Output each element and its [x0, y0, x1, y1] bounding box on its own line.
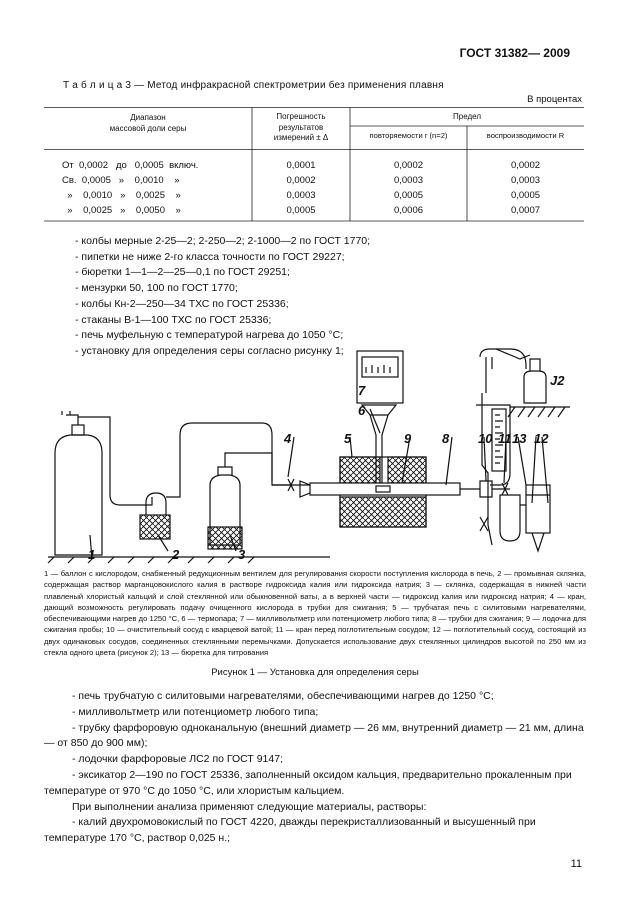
list-item: - милливольтметр или потенциометр любого типа; [72, 705, 319, 718]
figure-label-9: 9 [404, 431, 412, 446]
figure-label-4: 4 [284, 431, 292, 446]
figure-label-6: 6 [358, 403, 366, 418]
figure-label-11: 11 [498, 431, 512, 446]
table-cell-error: 0,0001 [286, 160, 316, 171]
list-item: - колбы мерные 2-25—2; 2-250—2; 2-1000—2 по ГОСТ 1770; [75, 235, 371, 247]
page-number: 11 [570, 858, 582, 870]
wash-flask [140, 515, 170, 539]
figure-label-2: 2 [172, 547, 180, 562]
absorber [526, 485, 550, 533]
list-item: - пипетки не ниже 2-го класса точности по ГОСТ 29227; [75, 250, 345, 263]
table-cell-range: » 0,0025 » 0,0050 » [62, 205, 181, 216]
figure-label-1: 1 [88, 547, 96, 562]
table-cell-error: 0,0005 [286, 205, 316, 216]
table-cell-error: 0,0002 [286, 175, 316, 186]
table-cell-range: Св. 0,0005 » 0,0010 » [62, 175, 180, 186]
table-cell-R: 0,0002 [510, 160, 541, 171]
figure-label-12: 12 [534, 431, 549, 446]
figure-label-5: 5 [344, 431, 352, 446]
figure-label-8: 8 [442, 431, 450, 446]
table-cell-R: 0,0007 [510, 205, 541, 216]
hdr-repeat: повторяемости r (n=2) [369, 131, 448, 140]
oxygen-cylinder [55, 435, 102, 555]
table-cell-r: 0,0003 [393, 175, 424, 186]
table-cell-R: 0,0003 [510, 175, 541, 186]
figure-legend: 1 — баллон с кислородом, снабженный редукционным вентилем для регулирования скорости поступления кислорода в печь, 2 — промывная склянка, содержащая раствор марганцовокислого калия в растворе гидроксида калия или гидроксида натрия; 3 — склянка, содержащая в нижней части плавленый хлористый кальций и слой стеклянной или обыкновенной ваты, а в верхней части — гидроксид калия или гидроксид натрия; 4 — кран, дающий возможность регулировать подачу очищенного кислорода в трубки для сжигания; 5 — трубчатая печь с силитовыми нагревателями, обеспечивающими нагрев до 1250 °С, 6 — термопара; 7 — милливольтметр или потенциометр любого типа; 8 — трубки для сжигания; 9 — лодочка для сжигания пробы; 10 — очистительный сосуд с кварцевой ватой; 11 — кран перед поглотительным сосудом; 12 — поглотительный сосуд, состоящий из двух одинаковых сосудов, соединенных стеклянными перемычками. Допускается использование двух стеклянных цилиндров высотой по 250 мм из стекла одного цвета (рисунок 2); 13 — бюретка для титрования [44, 569, 586, 658]
figure-label-10: 10 [478, 431, 493, 446]
list-item: - калий двухромовокислый по ГОСТ 4220, дважды перекристаллизованный и высушенный при температуре 170 °С, раствор 0,025 н.; [44, 816, 536, 845]
hdr-range: Диапазон массовой доли серы [109, 113, 187, 133]
table-units: В процентах [527, 94, 582, 105]
list-item: - печь трубчатую с силитовыми нагревателями, обеспечивающими нагрев до 1250 °С; [72, 690, 494, 702]
figure-label-3: 3 [238, 547, 246, 562]
figure-label-7: 7 [358, 383, 366, 398]
figure-caption: Рисунок 1 — Установка для определения серы [211, 667, 419, 678]
figure-label-j2: J2 [550, 373, 565, 388]
list-item: - трубку фарфоровую одноканальную (внешний диаметр — 26 мм, внутренний диаметр — 21 мм, длина — от 850 до 900 мм); [44, 721, 584, 750]
list-item: - лодочки фарфоровые ЛС2 по ГОСТ 9147; [72, 753, 283, 766]
list-item: - печь муфельную с температурой нагрева до 1050 °С; [75, 329, 344, 342]
equipment-list-2 [44, 689, 584, 847]
paragraph: При выполнении анализа применяют следующие материалы, растворы: [72, 800, 427, 813]
list-item: - мензурки 50, 100 по ГОСТ 1770; [75, 282, 238, 295]
list-item: - установку для определения серы согласно рисунку 1; [75, 344, 344, 357]
table-cell-r: 0,0005 [393, 190, 424, 201]
table-cell-r: 0,0002 [393, 160, 424, 171]
standard-header: ГОСТ 31382— 2009 [459, 46, 570, 60]
table-cell-range: От 0,0002 до 0,0005 включ. [62, 160, 199, 171]
hdr-error: Погрешность результатов измерений ± Δ [273, 112, 329, 142]
figure-label-13: 13 [512, 431, 527, 446]
apparatus-figure [40, 345, 590, 565]
list-item: - бюретки 1—1—2—25—0,1 по ГОСТ 29251; [75, 266, 290, 279]
table-cell-r: 0,0006 [393, 205, 424, 216]
list-item: - стаканы В-1—100 ТХС по ГОСТ 25336; [75, 313, 272, 326]
equipment-list-1 [75, 234, 370, 360]
table-cell-error: 0,0003 [286, 190, 316, 201]
hdr-reprod: воспроизводимости R [486, 131, 565, 140]
table-caption: Т а б л и ц а 3 — Метод инфракрасной спектрометрии без применения плавня [63, 80, 444, 91]
list-item: - колбы Кн-2—250—34 ТХС по ГОСТ 25336; [75, 297, 289, 310]
table-cell-range: » 0,0010 » 0,0025 » [62, 190, 181, 201]
table-cell-R: 0,0005 [510, 190, 541, 201]
hdr-limit: Предел [453, 112, 481, 121]
list-item: - эксикатор 2—190 по ГОСТ 25336, заполненный оксидом кальция, предварительно прокаленным при температуре от 970 °С до 1050 °С, или хлористым кальцием. [44, 768, 572, 797]
